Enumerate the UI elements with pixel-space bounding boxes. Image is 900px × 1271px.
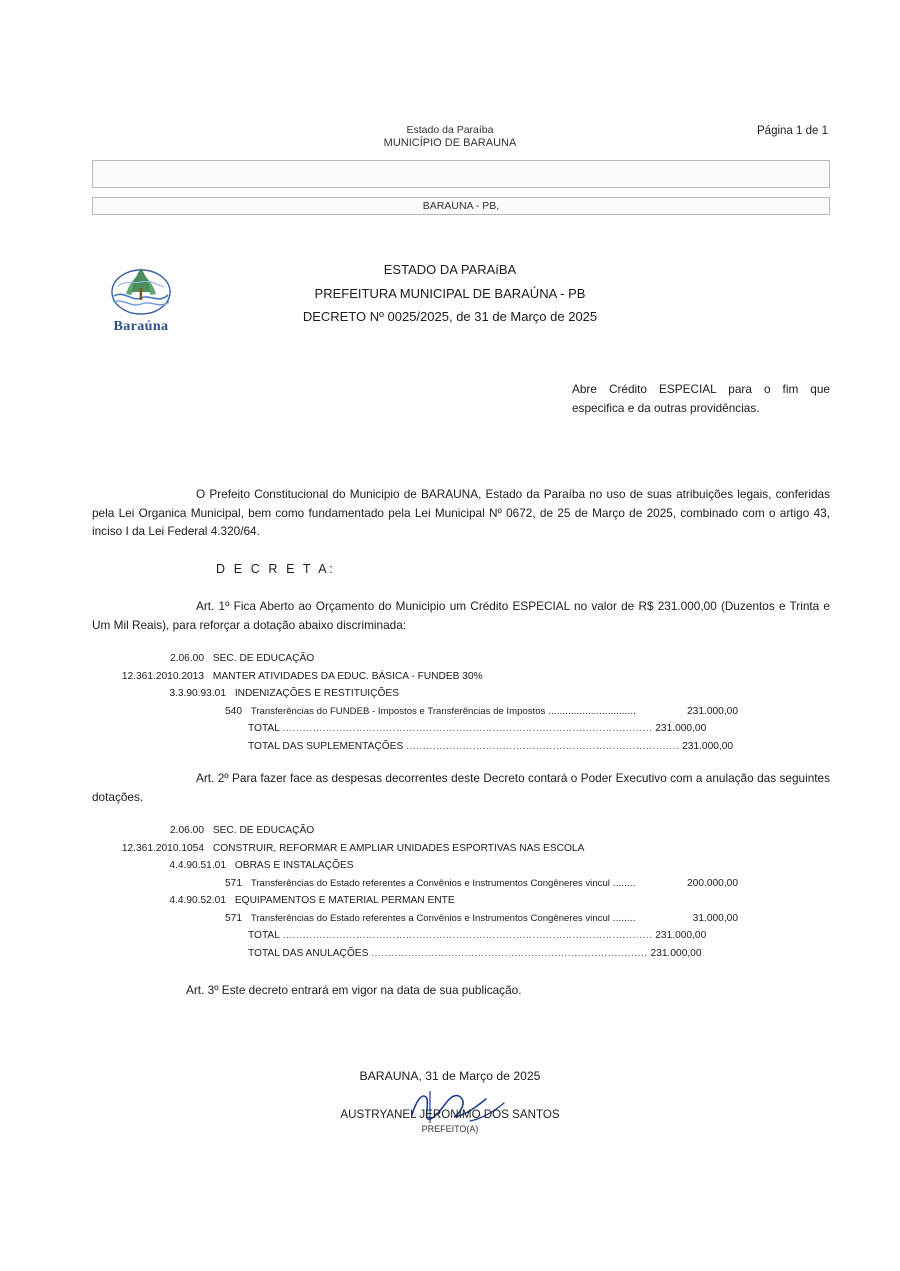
budget-amount: 31.000,00 (692, 912, 738, 924)
table-row (92, 685, 830, 703)
table-row (92, 822, 830, 840)
budget-code: 12.361.2010.1054 (121, 842, 204, 854)
ementa-text: Abre Crédito ESPECIAL para o fim que especifica e da outras providências. (572, 382, 830, 415)
table-total-row (92, 720, 830, 738)
budget-description: CONSTRUIR, REFORMAR E AMPLIAR UNIDADES ESPORTIVAS NAS ESCOLA (212, 842, 585, 854)
table-total-row (92, 927, 830, 945)
header-empty-bar (92, 160, 830, 188)
budget-code: 4.4.90.51.01 (169, 860, 226, 871)
budget-description: OBRAS E INSTALAÇÕES (234, 860, 354, 871)
budget-description: INDENIZAÇÕES E RESTITUIÇÕES (234, 688, 399, 699)
header-municipality-line: MUNICÍPIO DE BARAUNA (383, 137, 517, 149)
budget-code: 2.06.00 (170, 825, 204, 836)
table-grand-total-row (92, 945, 830, 963)
budget-code: 2.06.00 (170, 653, 204, 664)
budget-code: 540 (225, 705, 242, 717)
budget-description: MANTER ATIVIDADES DA EDUC. BÁSICA - FUNDEB 30% (212, 670, 483, 682)
leader-dots: ............................................................................................................... (282, 930, 653, 941)
leader-dots: .................................................................................. (406, 740, 680, 752)
budget-description: Transferências do Estado referentes a Convênios e Instrumentos Congêneres vincul (250, 877, 610, 889)
grand-total-label: TOTAL DAS SUPLEMENTAÇÕES (248, 740, 404, 752)
header-state-line: Estado da Paraíba (406, 124, 494, 136)
title-line-decreto: DECRETO Nº 0025/2025, de 31 de Março de 2025 (302, 309, 598, 324)
total-label: TOTAL (248, 930, 280, 941)
total-amount: 231.000,00 (655, 723, 707, 734)
supplement-budget-table (92, 650, 830, 755)
total-label: TOTAL (248, 723, 280, 734)
budget-description: EQUIPAMENTOS E MATERIAL PERMAN ENTE (234, 895, 455, 906)
table-row (92, 875, 830, 893)
leader-dots: ........ (612, 877, 636, 889)
budget-description: SEC. DE EDUCAÇÃO (212, 653, 315, 664)
title-line-state: ESTADO DA PARAíBA (383, 262, 517, 277)
table-row (92, 892, 830, 910)
handwritten-signature (400, 1085, 520, 1129)
table-row (92, 857, 830, 875)
grand-total-amount: 231.000,00 (682, 740, 734, 752)
leader-dots: ........ (612, 912, 636, 924)
document-title-block (0, 258, 900, 329)
budget-description: Transferências do Estado referentes a Convênios e Instrumentos Congêneres vincul (250, 912, 610, 924)
article-3-paragraph: Art. 3º Este decreto entrará em vigor na data de sua publicação. (186, 983, 522, 997)
signature-role: PREFEITO(A) (421, 1124, 479, 1134)
leader-dots: ............................................................................................................... (282, 723, 653, 734)
signature-city-date: BARAUNA, 31 de Março de 2025 (359, 1069, 541, 1083)
budget-amount: 231.000,00 (687, 705, 738, 717)
preamble-paragraph: O Prefeito Constitucional do Municipio de BARAUNA, Estado da Paraíba no uso de suas atribuições legais, conferidas pela Lei Organica Municipal, bem como fundamentado pela Lei Municipal Nº 0672, de 25 de Março de 2025, combinado com o artigo 43, inciso I da Lei Federal 4.320/64. (92, 487, 830, 538)
grand-total-amount: 231.000,00 (650, 947, 702, 959)
table-row (92, 650, 830, 668)
header-city-bar: BARAUNA - PB, (92, 197, 830, 215)
budget-code: 3.3.90.93.01 (169, 688, 226, 699)
budget-code: 571 (225, 877, 242, 889)
table-row (92, 910, 830, 928)
article-1-paragraph: Art. 1º Fica Aberto ao Orçamento do Municipio um Crédito ESPECIAL no valor de R$ 231.000,00 (Duzentos e Trinta e Um Mil Reais), para reforçar a dotação abaixo discriminada: (92, 599, 830, 632)
title-line-prefeitura: PREFEITURA MUNICIPAL DE BARAÚNA - PB (314, 285, 586, 301)
signature-name: AUSTRYANEL JERONIMO DOS SANTOS (340, 1108, 560, 1121)
article-2-paragraph: Art. 2º Para fazer face as despesas decorrentes deste Decreto contará o Poder Executivo com a anulação das seguintes dotações. (92, 771, 830, 804)
budget-amount: 200.000,00 (687, 877, 738, 889)
budget-code: 12.361.2010.2013 (121, 670, 204, 682)
budget-code: 571 (225, 912, 242, 924)
table-row (92, 668, 830, 686)
page-number-label: Página 1 de 1 (757, 125, 828, 137)
budget-description: Transferências do FUNDEB - Impostos e Transferências de Impostos (250, 705, 546, 717)
table-row (92, 703, 830, 721)
leader-dots: ................................................................................... (371, 947, 648, 959)
table-row (92, 840, 830, 858)
table-grand-total-row (92, 738, 830, 756)
leader-dots: ............................... (548, 705, 636, 717)
budget-description: SEC. DE EDUCAÇÃO (212, 825, 315, 836)
decreta-label: D E C R E T A: (216, 562, 336, 576)
crest-wordmark: Baraúna (113, 319, 169, 334)
annulment-budget-table (92, 822, 830, 962)
grand-total-label: TOTAL DAS ANULAÇÕES (248, 947, 369, 959)
budget-code: 4.4.90.52.01 (169, 895, 226, 906)
page-header (0, 124, 900, 158)
total-amount: 231.000,00 (655, 930, 707, 941)
